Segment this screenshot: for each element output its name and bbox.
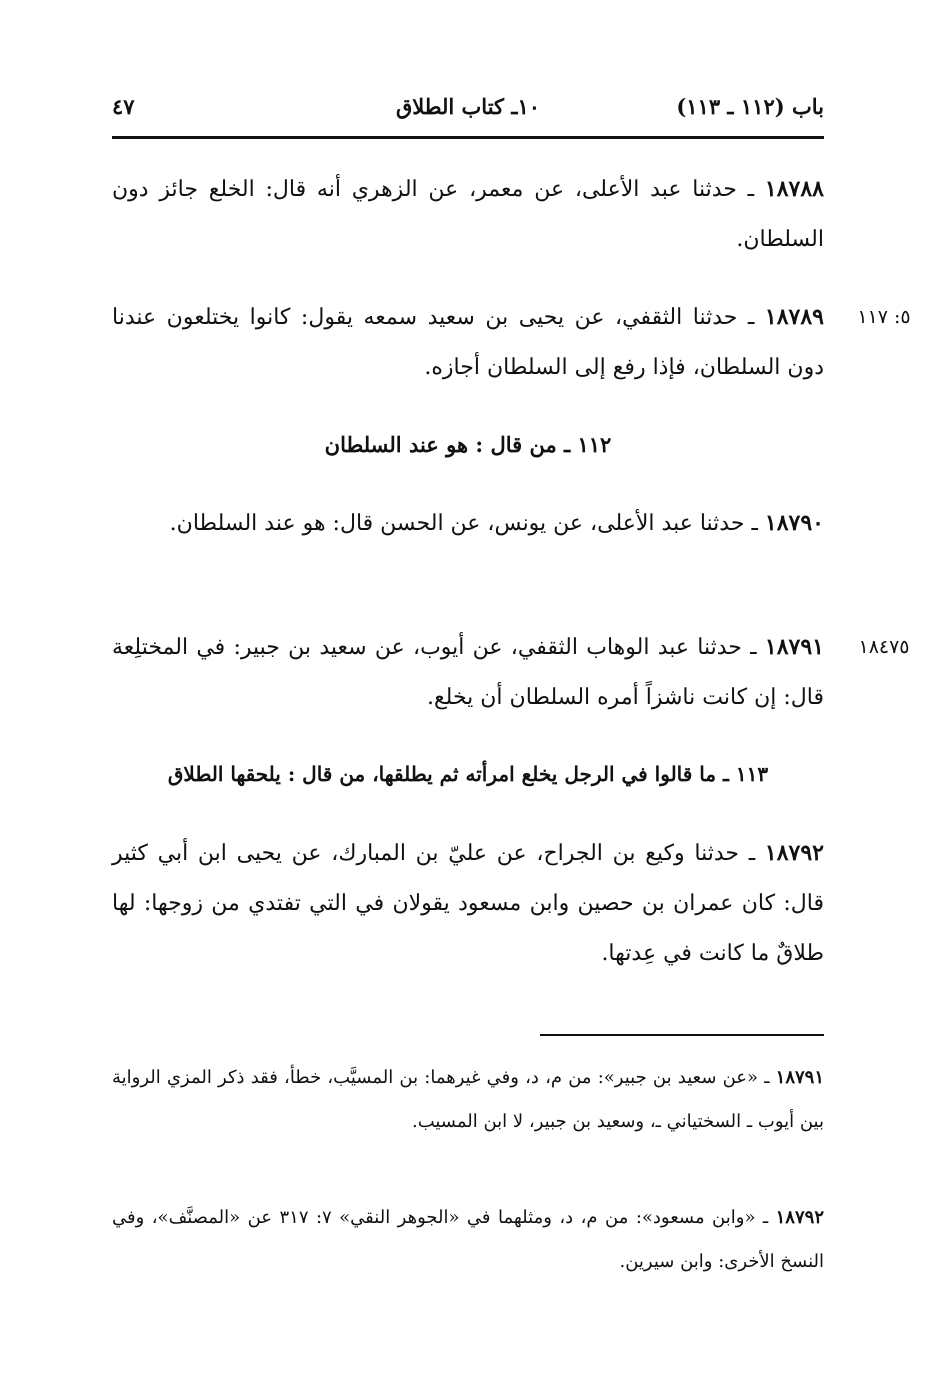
section-heading: ١١٣ ـ ما قالوا في الرجل يخلع امرأته ثم يطلقها، من قال : يلحقها الطلاق xyxy=(167,762,769,786)
footnote-number: ١٨٧٩١ xyxy=(775,1067,824,1088)
page-header xyxy=(112,94,824,128)
hadith-text: ـ حدثنا عبد الأعلى، عن يونس، عن الحسن قال: هو عند السلطان. xyxy=(169,511,758,536)
footnote-number: ١٨٧٩٢ xyxy=(775,1207,824,1228)
hadith-number: ١٨٧٩٢ xyxy=(764,840,824,866)
header-divider xyxy=(112,136,824,139)
hadith-paragraph xyxy=(112,292,824,393)
hadith-number: ١٨٧٨٩ xyxy=(764,304,824,330)
hadith-text: ـ حدثنا عبد الوهاب الثقفي، عن أيوب، عن سعيد بن جبير: في المختلِعة قال: إن كانت ناشزاً أمره السلطان أن يخلع. xyxy=(112,635,824,710)
section-heading: ١١٢ ـ من قال : هو عند السلطان xyxy=(324,432,612,457)
hadith-paragraph xyxy=(112,164,824,265)
chapter-range: باب (١١٢ ـ ١١٣) xyxy=(676,94,824,119)
hadith-text: ـ حدثنا عبد الأعلى، عن معمر، عن الزهري أنه قال: الخلع جائز دون السلطان. xyxy=(112,177,824,252)
hadith-paragraph xyxy=(112,498,824,549)
margin-reference: ١٨٤٧٥ xyxy=(858,636,910,658)
hadith-number: ١٨٧٨٨ xyxy=(764,176,824,202)
book-title: ١٠ـ كتاب الطلاق xyxy=(395,94,541,119)
page-number: ٤٧ xyxy=(112,94,135,119)
hadith-text: ـ حدثنا الثقفي، عن يحيى بن سعيد سمعه يقول: كانوا يختلعون عندنا دون السلطان، فإذا رفع إلى السلطان أجازه. xyxy=(112,305,824,380)
footnote xyxy=(112,1196,824,1284)
hadith-paragraph xyxy=(112,828,824,979)
margin-reference: ٥: ١١٧ xyxy=(857,306,911,328)
footnote-text: ـ «وابن مسعود»: من م، د، ومثلهما في «الجوهر النقي» ٧: ٣١٧ عن «المصنَّف»، وفي النسخ الأخرى: وابن سيرين. xyxy=(112,1207,824,1272)
footnote xyxy=(112,1056,824,1144)
hadith-paragraph xyxy=(112,622,824,723)
footnote-divider xyxy=(540,1034,824,1036)
hadith-number: ١٨٧٩١ xyxy=(764,634,824,660)
hadith-text: ـ حدثنا وكيع بن الجراح، عن عليّ بن المبارك، عن يحيى ابن أبي كثير قال: كان عمران بن حصين وابن مسعود يقولان في التي تفتدي من زوجها: لها طلاقٌ ما كانت في عِدتها. xyxy=(112,841,824,966)
footnote-text: ـ «عن سعيد بن جبير»: من م، د، وفي غيرهما: بن المسيَّب، خطأ، فقد ذكر المزي الرواية بين أيوب ـ السختياني ـ، وسعيد بن جبير، لا ابن المسيب. xyxy=(112,1067,824,1132)
hadith-number: ١٨٧٩٠ xyxy=(764,510,824,536)
